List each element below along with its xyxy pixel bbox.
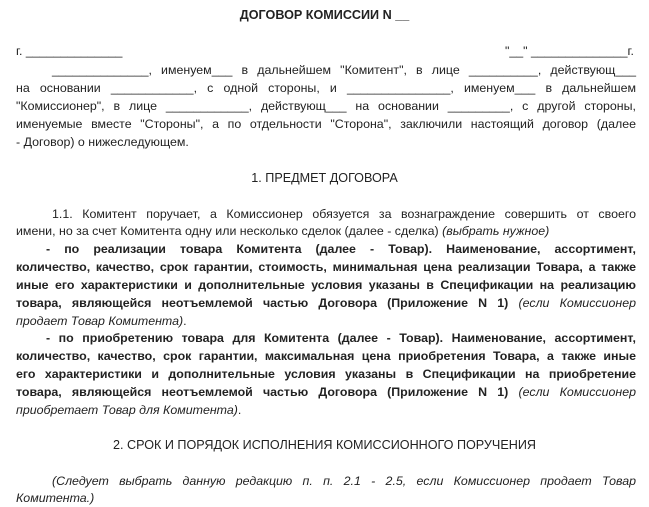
sale-line-1: - по реализации товара Комитента (далее - Товар). Наименование, ассортимент, <box>46 242 636 256</box>
purchase-line-4-note: (если Комиссионер <box>508 385 636 399</box>
section-1-heading: 1. ПРЕДМЕТ ДОГОВОРА <box>251 171 398 185</box>
preamble-line-5: - Договор) о нижеследующем. <box>16 135 189 149</box>
choose-note: (выбрать нужное) <box>438 224 550 238</box>
sale-note: продает Товар Комитента) <box>16 314 184 328</box>
purchase-note: приобретает Товар для Комитента) <box>16 403 238 417</box>
section-2-heading: 2. СРОК И ПОРЯДОК ИСПОЛНЕНИЯ КОМИССИОННОГО ПОРУЧЕНИЯ <box>113 438 536 452</box>
section-2-note-line-2: Комитента.) <box>16 491 95 505</box>
purchase-line-2: количество, качество, срок гарантии, максимальная цена приобретения Товара, а также иные <box>16 349 636 363</box>
sale-line-4 <box>16 294 636 312</box>
purchase-line-4 <box>16 383 636 401</box>
section-2-note-line-1: (Следует выбрать данную редакцию п. п. 2.1 - 2.5, если Комиссионер продает Товар <box>52 474 636 488</box>
sale-line-3: иные его характеристики и дополнительные условия указаны в Спецификации на реализацию <box>16 278 636 292</box>
sale-line-2: количество, качество, срок гарантии, стоимость, минимальная цена реализации Товара, а также <box>16 260 636 274</box>
sale-line-4-bold: товара, являющейся неотъемлемой частью Договора (Приложение N 1) <box>16 296 509 310</box>
preamble-line-3: "Комиссионер", в лице ____________, действующ___ на основании _________, с другой стороны, <box>16 99 636 113</box>
sale-period: . <box>183 314 187 328</box>
clause-1-1-line-2 <box>16 222 636 240</box>
purchase-line-1: - по приобретению товара для Комитента (далее - Товар). Наименование, ассортимент, <box>46 331 636 345</box>
preamble-line-4: именуемые вместе "Стороны", а по отдельности "Сторона", заключили настоящий договор (далее <box>16 117 636 131</box>
preamble-line-2: на основании ____________, с одной стороны, и _______________, именуем___ в дальнейшем <box>16 81 636 95</box>
sale-line-4-note: (если Комиссионер <box>508 296 636 310</box>
purchase-line-4-bold: товара, являющейся неотъемлемой частью Договора (Приложение N 1) <box>16 385 509 399</box>
date-field: "__" ______________г. <box>505 44 634 58</box>
clause-1-1-text: имени, но за счет Комитента одну или несколько сделок (далее - сделка) <box>16 224 439 238</box>
city-field: г. ______________ <box>16 44 123 58</box>
clause-1-1-line-1: 1.1. Комитент поручает, а Комиссионер обязуется за вознаграждение совершить от своего <box>52 207 636 221</box>
sale-line-5 <box>16 312 636 330</box>
preamble-line-1: ______________, именуем___ в дальнейшем "Комитент", в лице __________, действующ___ <box>52 63 636 77</box>
purchase-line-3: его характеристики и дополнительные условия указаны в Спецификации на приобретение <box>16 367 636 381</box>
purchase-period: . <box>237 403 242 417</box>
purchase-line-5 <box>16 401 636 419</box>
document-title: ДОГОВОР КОМИССИИ N __ <box>239 8 410 22</box>
